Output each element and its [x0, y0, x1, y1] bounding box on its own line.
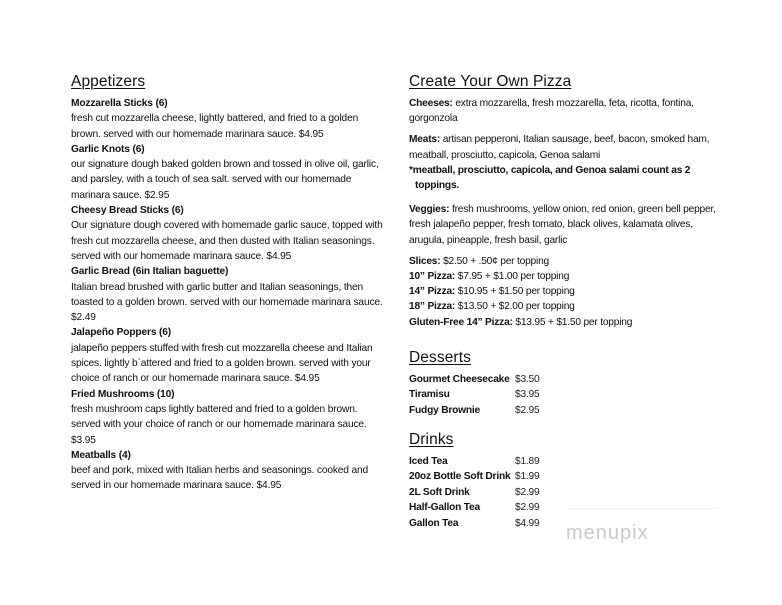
menu-item — [71, 264, 386, 325]
item-price: $2.99 — [515, 502, 540, 514]
price-label: 18” Pizza: — [409, 301, 456, 313]
pizza-prices — [409, 254, 729, 330]
item-name: Garlic Knots (6) — [71, 143, 145, 155]
drinks-list — [409, 454, 729, 531]
item-description: Our signature dough covered with homemade garlic sauce, topped with fresh cut mozzarella cheese, and then dusted with Italian seasonings. served with our homemade marinara sauce. $4.95 — [71, 220, 383, 262]
item-name: Iced Tea — [409, 456, 448, 468]
item-name: Gourmet Cheesecake — [409, 373, 510, 385]
meats-note-line: toppings. — [415, 180, 460, 192]
price-text: $13.95 + $1.50 per topping — [512, 316, 633, 328]
pizza-price-line — [409, 254, 729, 269]
item-name: 20oz Bottle Soft Drink — [409, 471, 511, 483]
list-item — [409, 454, 729, 469]
drinks-section — [409, 430, 729, 531]
price-label: Slices: — [409, 255, 441, 267]
list-item — [409, 403, 729, 418]
menu-item — [71, 448, 386, 494]
price-text: $10.95 + $1.50 per topping — [455, 286, 575, 298]
item-price: $3.95 — [515, 389, 540, 401]
pizza-title: Create Your Own Pizza — [409, 73, 572, 90]
pizza-price-line — [409, 284, 729, 299]
list-item — [409, 485, 729, 500]
item-name: Garlic Bread (6in Italian baguette) — [71, 266, 229, 278]
price-text: $2.50 + .50¢ per topping — [440, 255, 550, 267]
price-label: 14” Pizza: — [409, 286, 456, 298]
meats-text: artisan pepperoni, Italian sausage, beef, bacon, smoked ham, meatball, prosciutto, capicola, Genoa salami — [409, 134, 710, 161]
appetizers-section — [71, 72, 386, 494]
item-name: Fried Mushrooms (10) — [71, 388, 175, 400]
item-name: Mozzarella Sticks (6) — [71, 98, 168, 109]
item-name: Gallon Tea — [409, 517, 459, 529]
price-text: $13.50 + $2.00 per topping — [455, 301, 575, 313]
menu-item — [71, 325, 386, 386]
item-price: $4.99 — [515, 517, 540, 529]
right-column — [409, 72, 729, 531]
menu-item — [71, 387, 386, 448]
pizza-price-line — [409, 269, 729, 284]
menupix-watermark: menupix — [566, 522, 649, 544]
pizza-price-line — [409, 315, 729, 330]
desserts-title: Desserts — [409, 348, 471, 366]
item-description: fresh mushroom caps lightly battered and fried to a golden brown. served with your choice of ranch or our homemade marinara sauce. $3.95 — [71, 403, 367, 446]
menu-item — [71, 142, 386, 203]
item-description: fresh cut mozzarella cheese, lightly battered, and fried to a golden brown. served with our homemade marinara sauce. $4.95 — [71, 113, 359, 140]
item-name: 2L Soft Drink — [409, 486, 470, 498]
item-name: Half-Gallon Tea — [409, 502, 480, 514]
meats-label: Meats: — [409, 134, 441, 146]
item-name: Jalapeño Poppers (6) — [71, 327, 172, 339]
desserts-section — [409, 348, 729, 418]
veggies-label: Veggies: — [409, 204, 450, 216]
pizza-section — [409, 72, 729, 330]
pizza-price-line — [409, 299, 729, 314]
item-name: Cheesy Bread Sticks (6) — [71, 205, 184, 217]
item-description: jalapeño peppers stuffed with fresh cut mozzarella cheese and Italian spices. lightly b`attered and fried to a golden brown. served with your choice of ranch or our homemade marinara sauce. $4.95 — [71, 342, 373, 385]
item-description: Italian bread brushed with garlic butter and Italian seasonings, then toasted to a golden brown. served with our homemade marinara sauce. $2.49 — [71, 281, 383, 324]
cheeses-label: Cheeses: — [409, 98, 453, 109]
item-description: beef and pork, mixed with Italian herbs and seasonings. cooked and served in our homemade marinara sauce. $4.95 — [71, 465, 369, 492]
drinks-title: Drinks — [409, 431, 454, 449]
appetizers-title: Appetizers — [71, 73, 146, 90]
item-price: $2.95 — [515, 404, 540, 416]
list-item — [409, 387, 729, 402]
item-name: Meatballs (4) — [71, 449, 131, 461]
price-label: 10” Pizza: — [409, 271, 456, 283]
item-price: $1.89 — [515, 456, 540, 468]
item-name: Fudgy Brownie — [409, 404, 480, 416]
price-label: Gluten-Free 14” Pizza: — [409, 316, 513, 328]
veggies-text: fresh mushrooms, yellow onion, red onion, green bell pepper, fresh jalapeño pepper, fresh tomato, black olives, kalamata olives, arugula, pineapple, fresh basil, garlic — [409, 204, 716, 246]
meats-list — [409, 132, 729, 162]
desserts-list — [409, 372, 729, 418]
watermark-divider — [568, 508, 718, 509]
list-item — [409, 469, 729, 484]
menu-item — [71, 96, 386, 142]
menu-item — [71, 203, 386, 264]
item-description: our signature dough baked golden brown and tossed in olive oil, garlic, and parsley, with a touch of sea salt. served with our homemade marinara sauce. $2.95 — [71, 159, 379, 201]
cheeses-list — [409, 96, 729, 126]
list-item — [409, 372, 729, 387]
item-name: Tiramisu — [409, 389, 450, 401]
meats-note — [409, 163, 729, 193]
item-price: $3.50 — [515, 373, 540, 385]
meats-note-line: *meatball, prosciutto, capicola, and Genoa salami count as 2 — [409, 164, 691, 176]
item-price: $1.99 — [515, 471, 540, 483]
cheeses-text: extra mozzarella, fresh mozzarella, feta, ricotta, fontina, gorgonzola — [409, 98, 694, 125]
item-price: $2.99 — [515, 486, 540, 498]
veggies-list — [409, 202, 729, 248]
price-text: $7.95 + $1.00 per topping — [455, 271, 570, 283]
